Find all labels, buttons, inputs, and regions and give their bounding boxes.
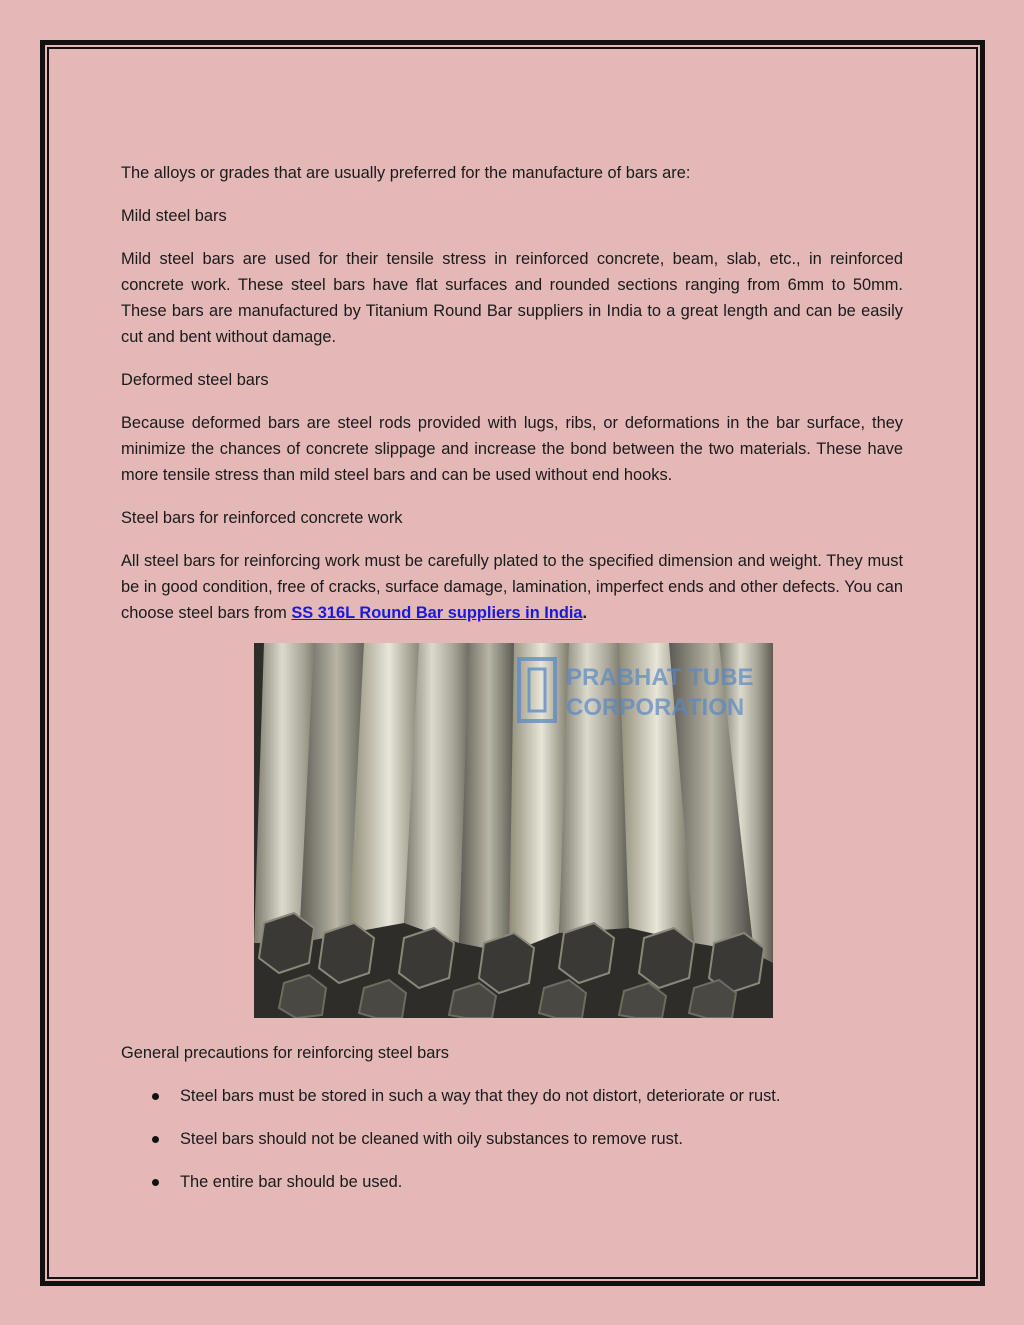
titanium-supplier-phrase: Titanium Round Bar suppliers in India bbox=[365, 302, 643, 320]
bullet-icon bbox=[152, 1179, 159, 1186]
list-item bbox=[121, 1169, 903, 1195]
watermark-line-1: PRABHAT TUBE bbox=[566, 664, 754, 691]
document-body bbox=[121, 160, 903, 1212]
link-period: . bbox=[582, 604, 588, 622]
list-item-text: Steel bars should not be cleaned with oily substances to remove rust. bbox=[180, 1130, 683, 1148]
list-item-text: The entire bar should be used. bbox=[180, 1173, 403, 1191]
mild-steel-paragraph bbox=[121, 246, 903, 350]
mild-steel-text: Mild steel bars are used for their tensile stress in reinforced concrete, beam, slab, etc., in reinforced concrete work. These steel bars have flat surfaces and rounded sections ranging from 6mm to 50mm. These bars are manufactured by bbox=[121, 250, 903, 320]
intro-paragraph: The alloys or grades that are usually preferred for the manufacture of bars are: bbox=[121, 164, 691, 182]
list-item bbox=[121, 1126, 903, 1152]
mild-steel-heading: Mild steel bars bbox=[121, 207, 227, 225]
reinforced-concrete-text: All steel bars for reinforcing work must be carefully plated to the specified dimension and weight. They must be in good condition, free of cracks, surface damage, lamination, imperfect ends and other defects. You can choose steel bars from bbox=[121, 552, 903, 622]
ss316l-supplier-link[interactable]: SS 316L Round Bar suppliers in India bbox=[291, 604, 583, 622]
precautions-list bbox=[121, 1083, 903, 1195]
hexagonal-steel-bars-image bbox=[254, 643, 773, 1018]
mild-steel-text-end: to a great length and can be easily cut and bent without damage. bbox=[121, 302, 903, 346]
list-item bbox=[121, 1083, 903, 1109]
reinforced-concrete-heading: Steel bars for reinforced concrete work bbox=[121, 509, 403, 527]
reinforced-concrete-paragraph bbox=[121, 548, 903, 626]
deformed-steel-heading: Deformed steel bars bbox=[121, 371, 269, 389]
deformed-steel-paragraph: Because deformed bars are steel rods provided with lugs, ribs, or deformations in the bar surface, they minimize the chances of concrete slippage and increase the bond between the two materials. These have more tensile stress than mild steel bars and can be used without end hooks. bbox=[121, 414, 903, 484]
list-item-text: Steel bars must be stored in such a way that they do not distort, deteriorate or rust. bbox=[180, 1087, 781, 1105]
precautions-heading: General precautions for reinforcing steel bars bbox=[121, 1044, 449, 1062]
bullet-icon bbox=[152, 1093, 159, 1100]
steel-bars-photo bbox=[254, 643, 773, 1018]
bullet-icon bbox=[152, 1136, 159, 1143]
watermark-line-2: CORPORATION bbox=[566, 694, 745, 721]
